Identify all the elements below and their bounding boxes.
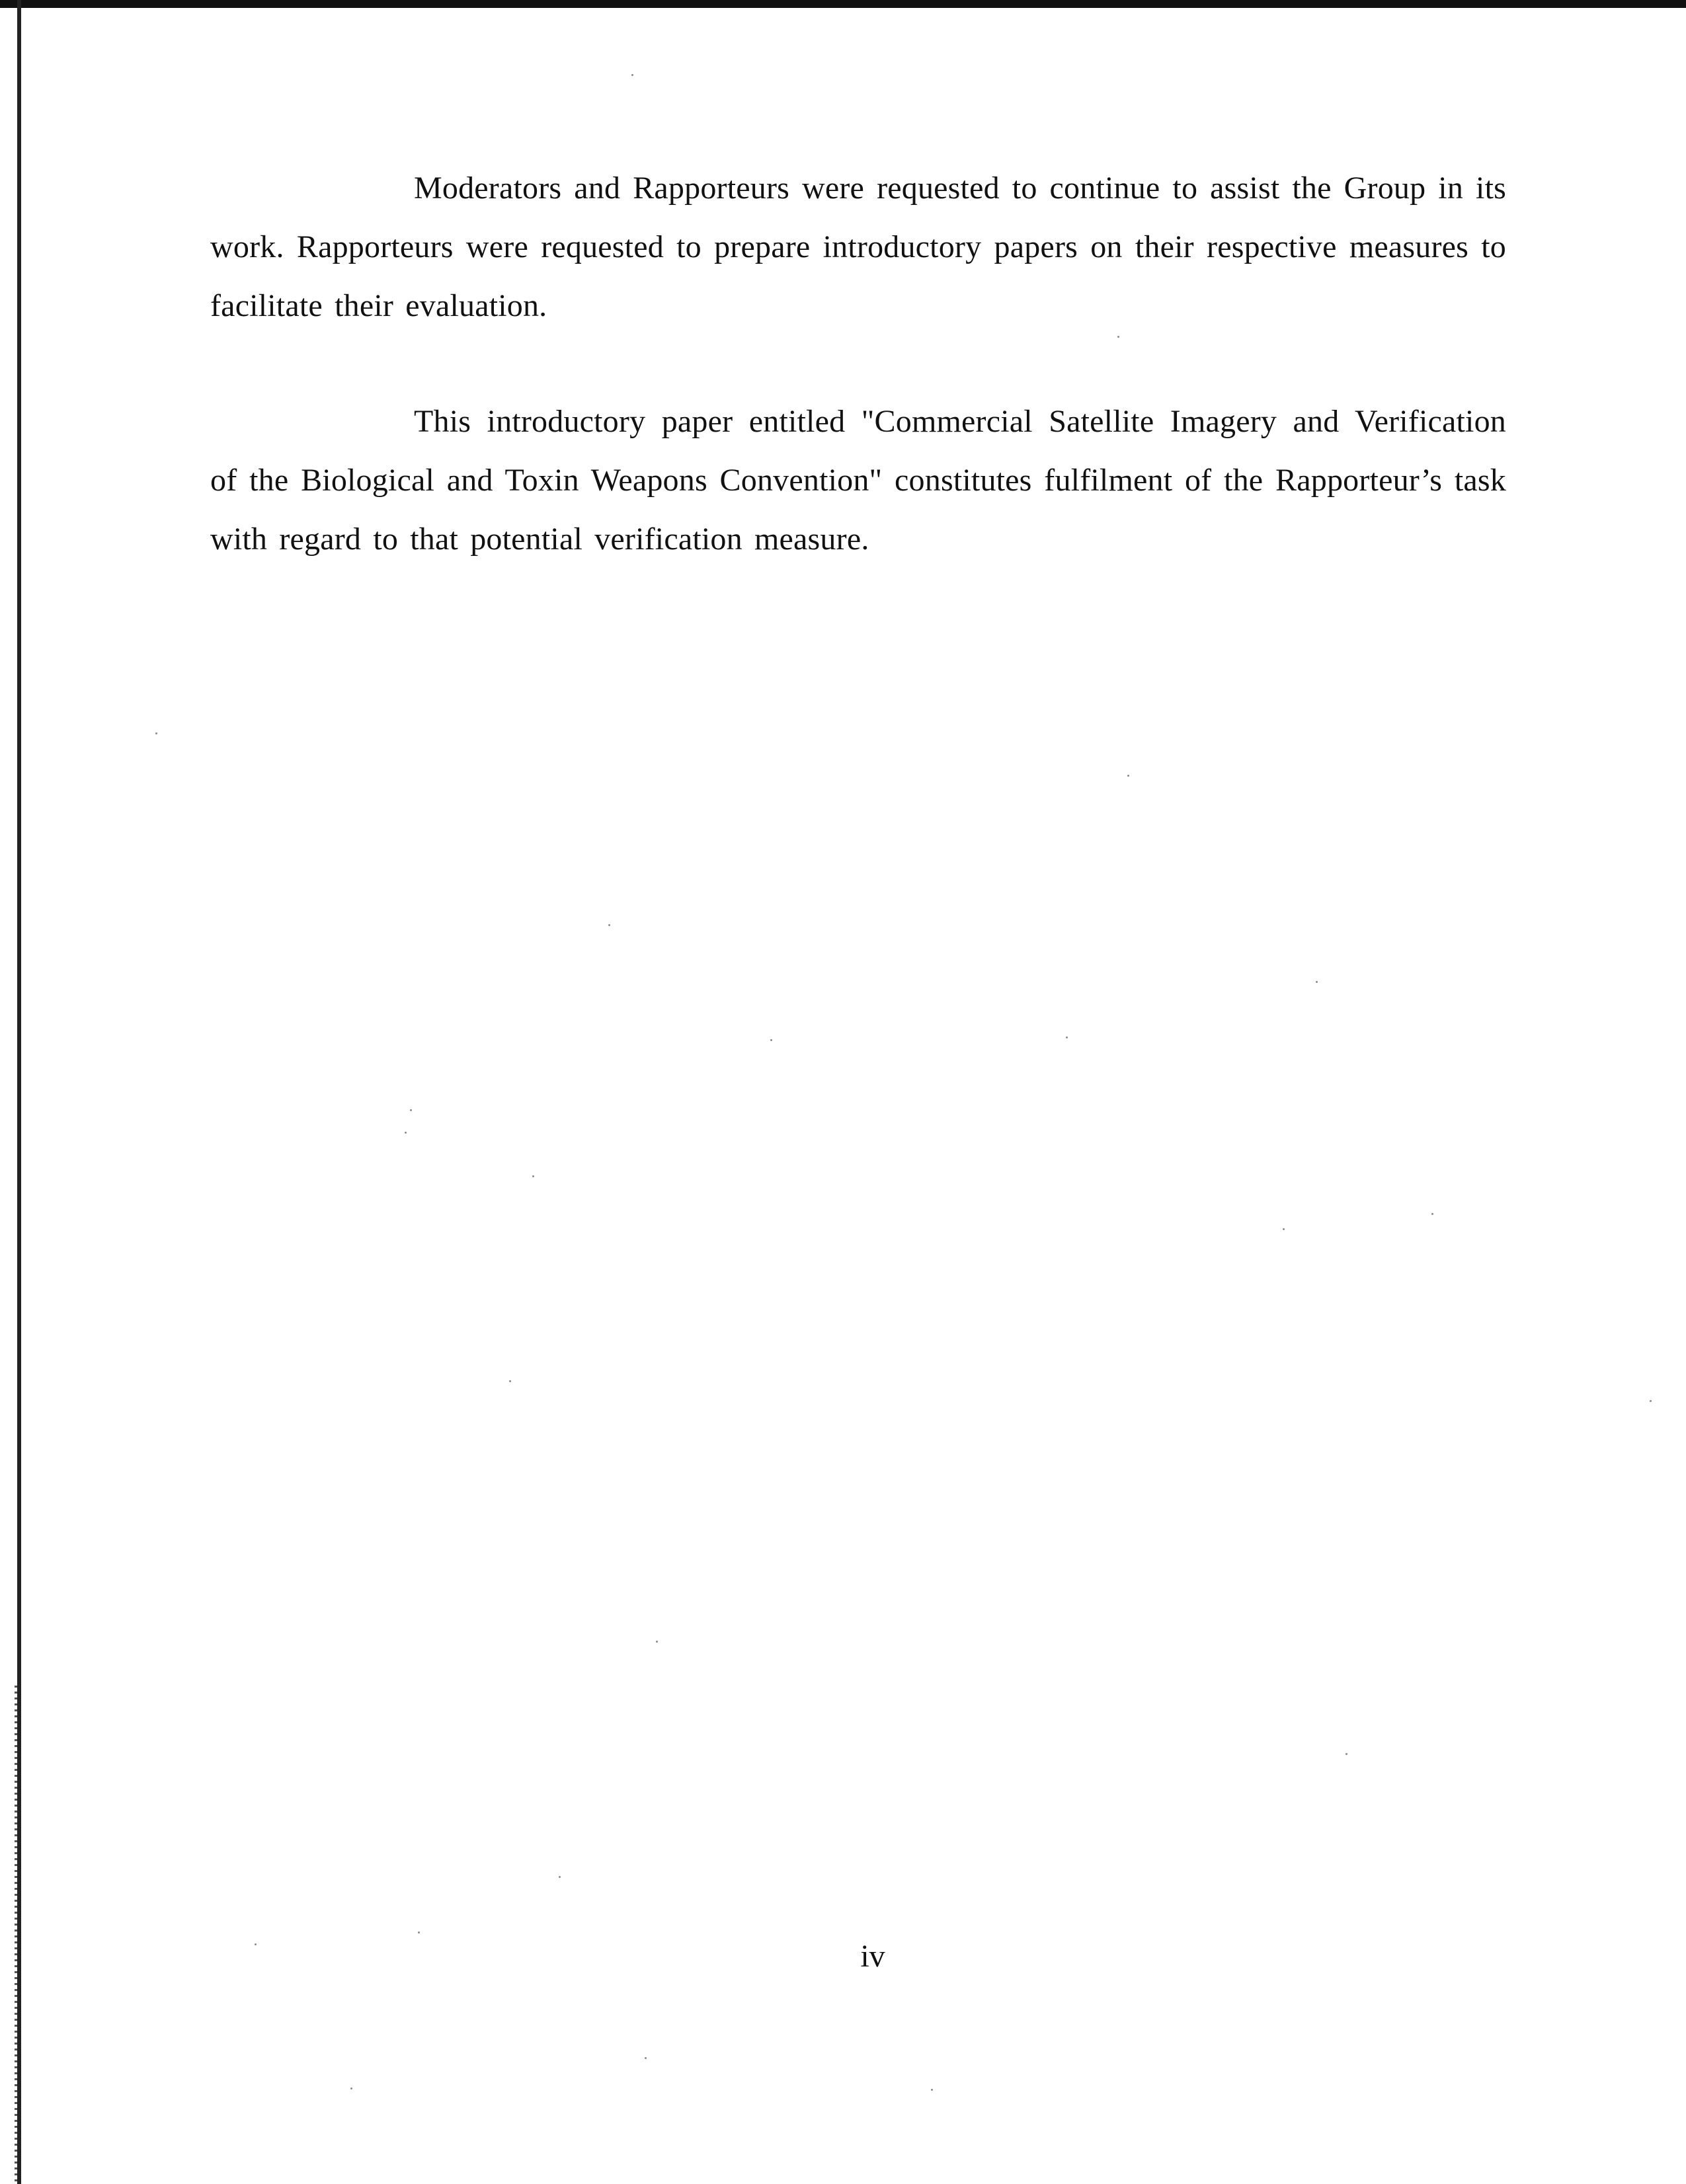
document-body [210,159,1506,568]
scan-speck [1283,1228,1285,1230]
scan-speck [532,1175,534,1177]
scan-speck [410,1109,412,1111]
scan-speck [1345,1753,1347,1755]
scan-speck [255,1943,257,1945]
scan-speck [1127,775,1129,777]
scan-speck [645,2057,647,2059]
scan-speck [631,74,633,76]
scan-speck [1066,1036,1068,1038]
page-left-border-shadow [15,1686,17,2184]
paragraph-introductory-paper: This introductory paper entitled "Commercial Satellite Imagery and Verification of the Biological and Toxin Weapons Convention" constitutes fulfilment of the Rapporteur’s task with regard to that potential verification measure. [210,404,1506,557]
scan-speck [656,1641,658,1643]
scan-speck [1431,1213,1433,1215]
scan-speck [155,732,157,734]
scan-speck [1316,981,1318,983]
page-number: iv [860,1939,885,1974]
scan-speck [1650,1400,1652,1402]
scan-speck [770,1039,772,1041]
paragraph-moderators-rapporteurs: Moderators and Rapporteurs were requested to continue to assist the Group in its work. Rapporteurs were requested to prepare introductory papers on their respective measures to facilitate their evaluation. [210,171,1506,323]
scan-speck [509,1380,511,1382]
page-left-border [17,0,21,2184]
scan-speck [1117,336,1119,338]
scan-speck [608,924,610,926]
scan-speck [418,1931,420,1933]
scan-speck [350,2087,352,2089]
scan-speck [559,1876,561,1878]
scan-speck [931,2089,933,2091]
scan-speck [405,1132,407,1134]
page-top-border [0,0,1686,8]
